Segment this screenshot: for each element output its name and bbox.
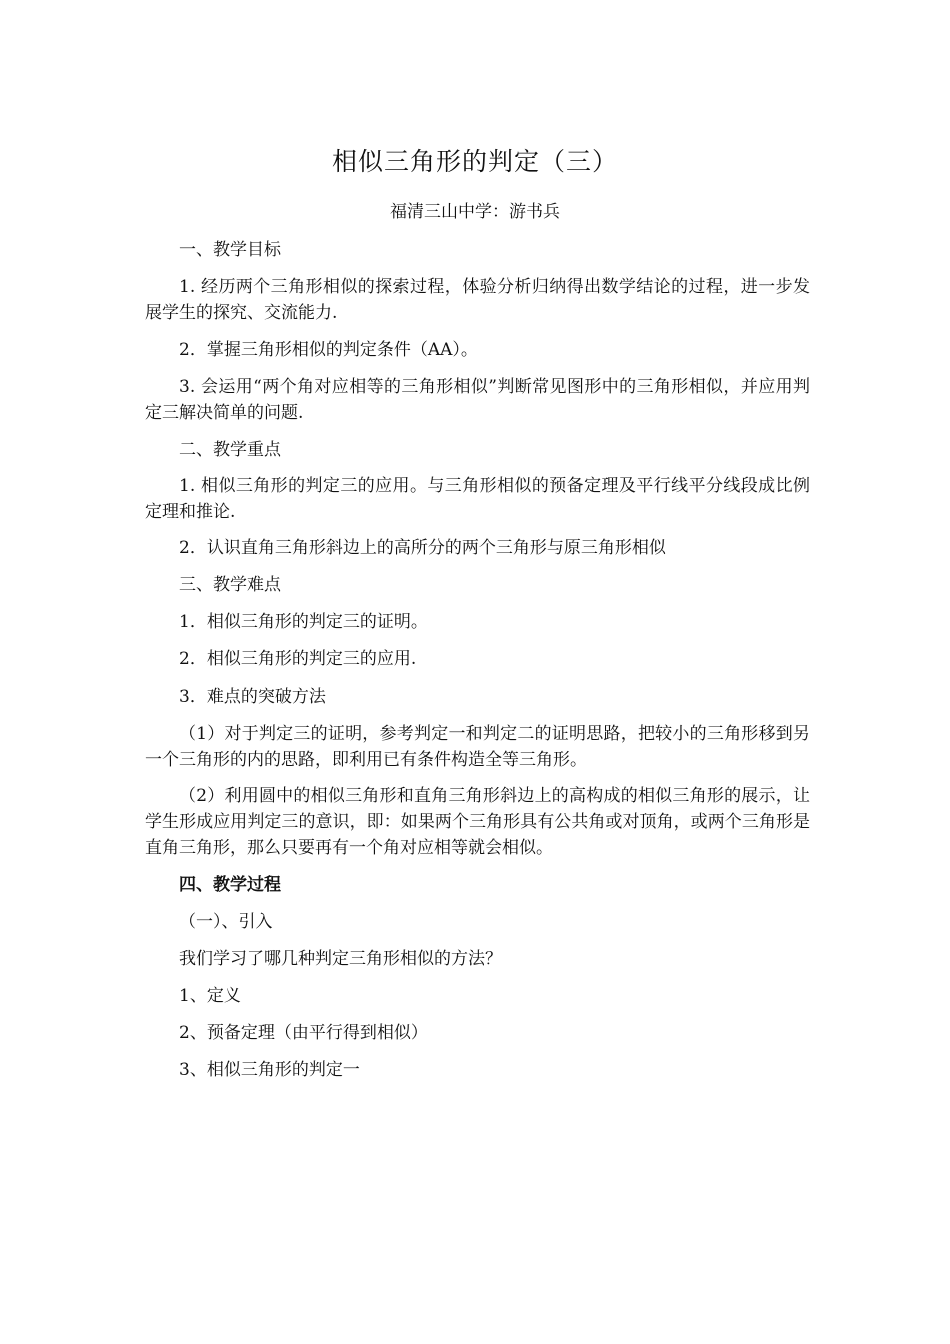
- document-author: 福清三山中学：游书兵: [390, 202, 560, 222]
- goal-item-1: 1. 经历两个三角形相似的探索过程，体验分析归纳得出数学结论的过程，进一步发展学生的探究、交流能力.: [145, 277, 810, 323]
- method-item-3: 3、相似三角形的判定一: [179, 1060, 360, 1080]
- intro-question: 我们学习了哪几种判定三角形相似的方法？: [179, 949, 502, 969]
- goal-item-3: 3. 会运用“两个角对应相等的三角形相似”判断常见图形中的三角形相似，并应用判定三解决简单的问题.: [145, 377, 810, 423]
- section-heading-process: 四、教学过程: [179, 875, 281, 895]
- method-item-2: 2、预备定理（由平行得到相似）: [179, 1023, 428, 1043]
- key-point-item-1: 1. 相似三角形的判定三的应用。与三角形相似的预备定理及平行线平分线段成比例定理和推论.: [145, 476, 810, 522]
- goal-item-2: 2．掌握三角形相似的判定条件（AA）。: [179, 340, 478, 360]
- difficulty-item-1: 1．相似三角形的判定三的证明。: [179, 612, 428, 632]
- section-heading-goals: 一、教学目标: [179, 240, 281, 260]
- breakthrough-method-1: （1）对于判定三的证明，参考判定一和判定二的证明思路，把较小的三角形移到另一个三角形的内的思路，即利用已有条件构造全等三角形。: [145, 724, 810, 770]
- section-heading-difficulties: 三、教学难点: [179, 575, 281, 595]
- difficulty-item-3: 3．难点的突破方法: [179, 687, 326, 707]
- subsection-heading-intro: （一）、引入: [179, 912, 273, 932]
- method-item-1: 1、定义: [179, 986, 241, 1006]
- key-point-item-2: 2．认识直角三角形斜边上的高所分的两个三角形与原三角形相似: [179, 538, 666, 558]
- breakthrough-method-2: （2）利用圆中的相似三角形和直角三角形斜边上的高构成的相似三角形的展示，让学生形成应用判定三的意识，即：如果两个三角形具有公共角或对顶角，或两个三角形是直角三角形，那么只要再有一个角对应相等就会相似。: [145, 786, 810, 858]
- document-title: 相似三角形的判定（三）: [331, 147, 618, 176]
- difficulty-item-2: 2．相似三角形的判定三的应用.: [179, 649, 417, 669]
- section-heading-key-points: 二、教学重点: [179, 440, 281, 460]
